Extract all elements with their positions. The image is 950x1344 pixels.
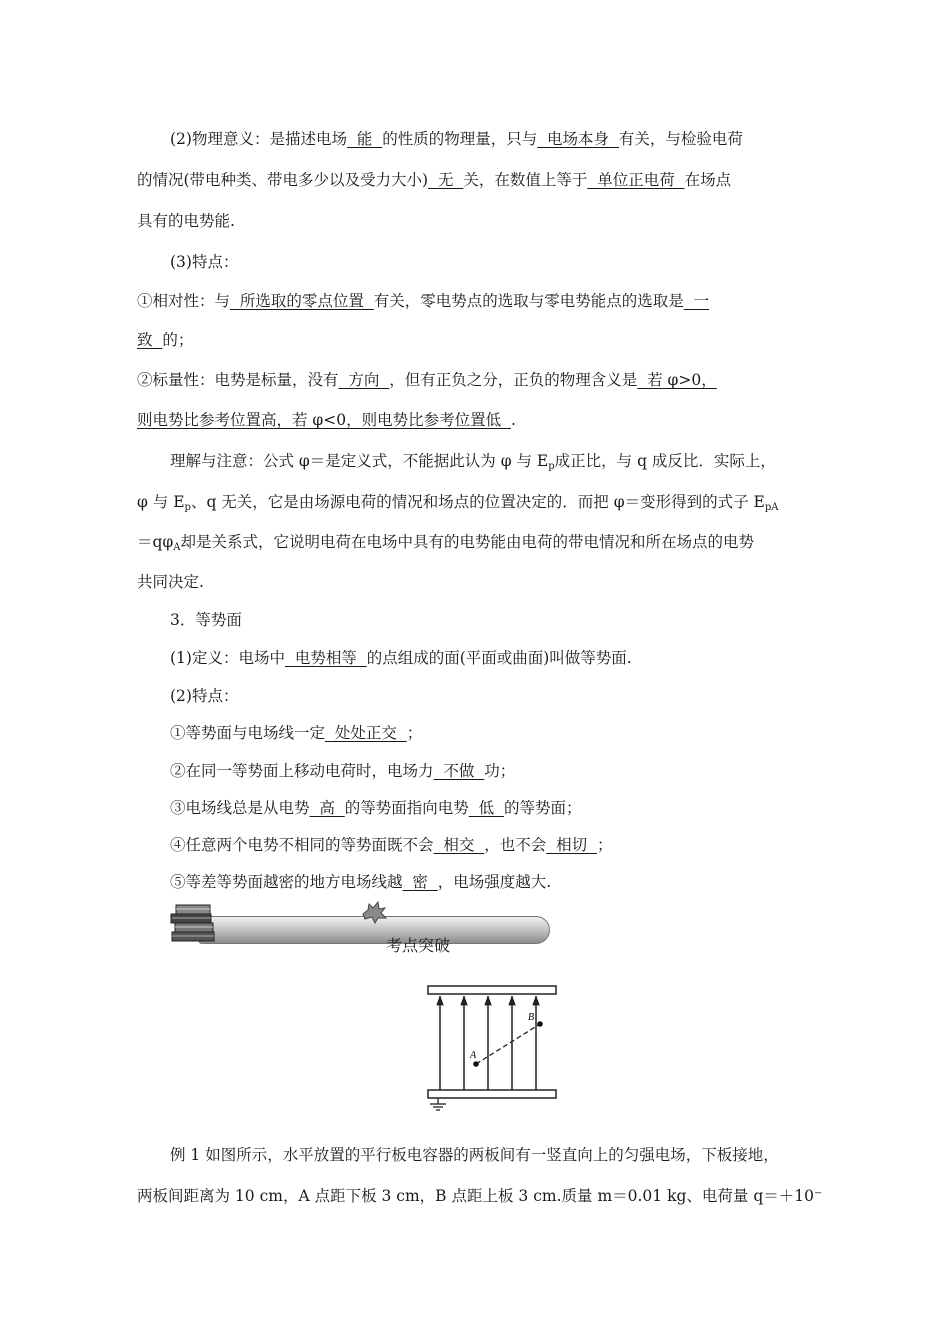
meaning-line-2: 的情况(带电种类、带电多少以及受力大小) 无 关，在数值上等于 单位正电荷 在场点 [137, 171, 732, 189]
books-icon [168, 898, 222, 952]
blank-answer: 一 [683, 292, 710, 310]
blank-answer: 无 [428, 171, 464, 189]
section-heading: 3．等势面 [170, 611, 242, 629]
feature-5: ⑤等差等势面越密的地方电场线越 密 ，电场强度越大. [170, 873, 552, 891]
meaning-line-1: (2)物理意义：是描述电场 能 的性质的物理量，只与 电场本身 有关，与检验电荷 [170, 130, 743, 148]
note-line-1: 理解与注意：公式 φ＝是定义式，不能据此认为 φ 与 $E_p$成正比，与 q 成反比．实际上， [170, 452, 776, 472]
blank-answer: 单位正电荷 [587, 171, 685, 189]
capacitor-diagram [418, 980, 568, 1115]
blank-answer: 高 [309, 799, 345, 817]
meaning-line-3: 具有的电势能. [137, 212, 235, 230]
scalar-line-2: 则电势比参考位置高，若 φ<0，则电势比参考位置低 . [137, 411, 516, 429]
blank-answer: 不做 [433, 762, 485, 780]
scalar-line-1: ②标量性：电势是标量，没有 方向 ，但有正负之分，正负的物理含义是 若 φ>0， [137, 371, 717, 389]
point-b-dot [537, 1021, 543, 1027]
blank-answer: 低 [468, 799, 504, 817]
note-line-3: $=q\varphi_A$却是关系式，它说明电荷在电场中具有的电势能由电荷的带电情况和所在场点的电势 [137, 533, 755, 553]
blank-answer: 则电势比参考位置高，若 φ<0，则电势比参考位置低 [137, 411, 511, 429]
note-line-2: φ 与 $E_p$、q 无关，它是由场源电荷的情况和场点的位置决定的．而把 φ＝变形得到的式子 $E_{pA}$ [137, 493, 779, 513]
feature-1: ①等势面与电场线一定 处处正交 ； [170, 724, 423, 742]
leaf-icon [360, 900, 388, 924]
ground-icon [430, 1098, 446, 1110]
blank-answer: 致 [137, 331, 163, 349]
blank-answer: 电场本身 [537, 130, 619, 148]
upper-plate [428, 986, 556, 994]
point-a-dot [473, 1061, 479, 1067]
blank-answer: 处处正交 [325, 724, 407, 742]
feature-4: ④任意两个电势不相同的等势面既不会 相交 ，也不会 相切 ； [170, 836, 613, 854]
relativity-line-1: ①相对性：与 所选取的零点位置 有关，零电势点的选取与零电势能点的选取是 一 [137, 292, 710, 310]
features-title-2: (2)特点： [170, 687, 239, 705]
feature-3: ③电场线总是从电势 高 的等势面指向电势 低 的等势面； [170, 799, 582, 817]
field-lines [440, 996, 536, 1090]
dashed-segment-ab [476, 1024, 540, 1064]
note-line-4: 共同决定. [137, 573, 204, 591]
feature-2: ②在同一等势面上移动电荷时，电场力 不做 功； [170, 762, 516, 780]
blank-answer: 能 [346, 130, 383, 148]
features-title: (3)特点： [170, 253, 239, 271]
example-line-1: 例 1 如图所示，水平放置的平行板电容器的两板间有一竖直向上的匀强电场，下板接地， [170, 1146, 779, 1164]
point-a-label: A [470, 1050, 477, 1061]
relativity-line-2: 致 的； [137, 331, 194, 349]
blank-answer: 方向 [338, 371, 390, 389]
point-b-label: B [528, 1012, 535, 1023]
blank-answer: 相切 [546, 836, 597, 854]
lower-plate [428, 1090, 556, 1098]
blank-answer: 若 φ>0， [637, 371, 717, 389]
example-line-2: 两板间距离为 10 cm，A 点距下板 3 cm，B 点距上板 3 cm.质量 m＝0.01 kg、电荷量 q＝＋10⁻ [137, 1187, 823, 1205]
definition-line: (1)定义：电场中 电势相等 的点组成的面(平面或曲面)叫做等势面. [170, 649, 632, 667]
blank-answer: 密 [402, 873, 438, 891]
blank-answer: 电势相等 [284, 649, 367, 667]
blank-answer: 所选取的零点位置 [230, 292, 374, 310]
banner-label: 考点突破 [386, 936, 451, 955]
blank-answer: 相交 [433, 836, 485, 854]
